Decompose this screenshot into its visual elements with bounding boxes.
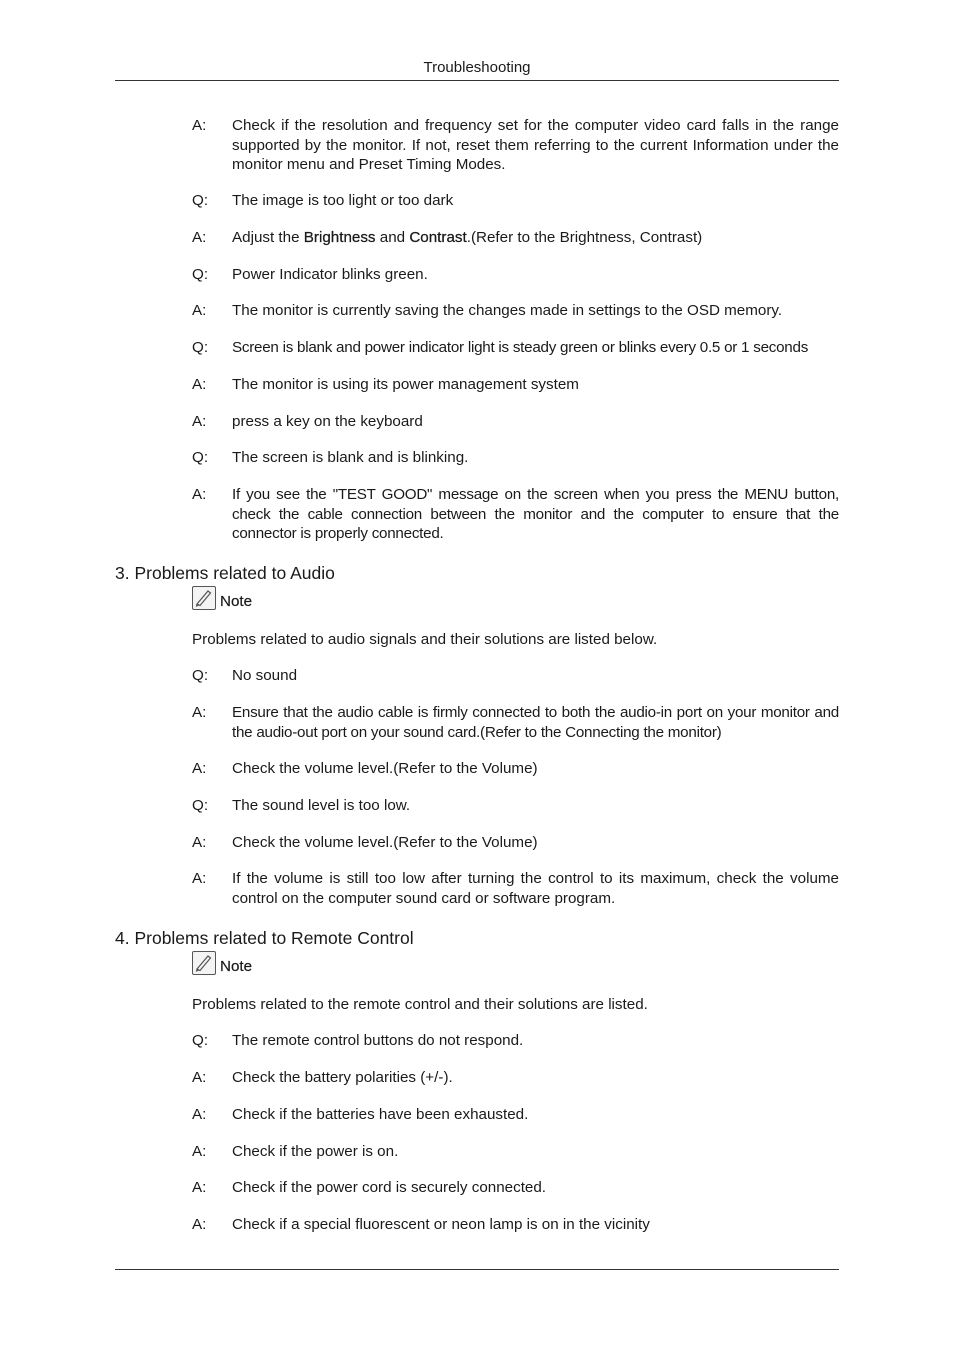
qa-text: The sound level is too low. — [232, 797, 411, 814]
qa-label: Q: — [192, 449, 209, 466]
qa-text: Check the volume level.(Refer to the Volume) — [232, 760, 538, 777]
qa-item — [192, 375, 839, 395]
qa-item — [192, 703, 839, 742]
qa-text: Check the volume level.(Refer to the Volume) — [232, 834, 538, 851]
qa-item — [192, 869, 839, 908]
qa-text: No sound — [232, 667, 298, 684]
qa-label: A: — [192, 229, 207, 246]
qa-item — [192, 796, 839, 816]
qa-item — [192, 833, 839, 853]
contrast-term: Contrast — [409, 229, 467, 246]
qa-label: Q: — [192, 339, 209, 356]
qa-text-prefix: Adjust the — [232, 229, 304, 246]
qa-text: Ensure that the audio cable is firmly connected to both the audio-in port on your monitor and the audio-out port on your sound card.(Refer to the Connecting the monitor) — [232, 704, 839, 741]
qa-text: The screen is blank and is blinking. — [232, 449, 469, 466]
note-pencil-icon — [192, 586, 216, 610]
qa-label: A: — [192, 1106, 207, 1123]
qa-text: Check the battery polarities (+/-). — [232, 1069, 453, 1086]
qa-text: Check if the batteries have been exhausted. — [232, 1106, 529, 1123]
qa-item — [192, 228, 839, 248]
qa-text-mid: and — [375, 229, 410, 246]
qa-item — [192, 191, 839, 211]
qa-label: A: — [192, 1179, 207, 1196]
section-title-remote: 4. Problems related to Remote Control — [115, 928, 414, 948]
qa-label: A: — [192, 704, 207, 721]
qa-item — [192, 1178, 839, 1198]
note-pencil-icon — [192, 951, 216, 975]
qa-text: If the volume is still too low after turning the control to its maximum, check the volume control on the computer sound card or software program. — [232, 870, 839, 907]
qa-item — [192, 301, 839, 321]
page-header-title: Troubleshooting — [423, 59, 531, 76]
qa-text: The image is too light or too dark — [232, 192, 454, 209]
qa-text: Check if the power cord is securely connected. — [232, 1179, 547, 1196]
qa-item — [192, 1105, 839, 1125]
qa-text: Power Indicator blinks green. — [232, 266, 428, 283]
qa-label: A: — [192, 1216, 207, 1233]
qa-item — [192, 338, 839, 358]
qa-label: A: — [192, 302, 207, 319]
qa-label: A: — [192, 870, 207, 887]
qa-label: A: — [192, 834, 207, 851]
note-label: Note — [220, 958, 253, 975]
qa-label: A: — [192, 1143, 207, 1160]
note-label: Note — [220, 593, 253, 610]
qa-label: A: — [192, 486, 207, 503]
qa-label: Q: — [192, 266, 209, 283]
qa-label: Q: — [192, 667, 209, 684]
qa-item — [192, 759, 839, 779]
qa-item — [192, 666, 839, 686]
qa-text: press a key on the keyboard — [232, 413, 423, 430]
qa-item — [192, 1031, 839, 1051]
qa-item — [192, 1142, 839, 1162]
brightness-term: Brightness — [303, 229, 376, 246]
qa-item — [192, 485, 839, 544]
qa-label: A: — [192, 376, 207, 393]
qa-text: Check if a special fluorescent or neon lamp is on in the vicinity — [232, 1216, 650, 1233]
qa-item — [192, 116, 839, 175]
qa-label: A: — [192, 117, 207, 134]
qa-text: If you see the "TEST GOOD" message on the screen when you press the MENU button, check the cable connection between the monitor and the computer to ensure that the connector is properly connected. — [232, 486, 839, 542]
qa-text: The monitor is currently saving the changes made in settings to the OSD memory. — [232, 302, 783, 319]
qa-item — [192, 1068, 839, 1088]
qa-label: Q: — [192, 1032, 209, 1049]
qa-label: A: — [192, 1069, 207, 1086]
qa-label: Q: — [192, 192, 209, 209]
qa-item — [192, 448, 839, 468]
footer-divider — [115, 1269, 839, 1270]
section-intro: Problems related to audio signals and their solutions are listed below. — [192, 631, 658, 648]
qa-text: Check if the power is on. — [232, 1143, 399, 1160]
qa-text: The monitor is using its power management system — [232, 376, 579, 393]
qa-text — [232, 228, 839, 248]
section-intro: Problems related to the remote control and their solutions are listed. — [192, 996, 648, 1013]
qa-text: The remote control buttons do not respond. — [232, 1032, 524, 1049]
qa-item — [192, 265, 839, 285]
qa-label: Q: — [192, 797, 209, 814]
qa-text-suffix: .(Refer to the Brightness, Contrast) — [466, 229, 703, 246]
qa-item — [192, 412, 839, 432]
qa-text: Screen is blank and power indicator light is steady green or blinks every 0.5 or 1 seconds — [232, 339, 809, 356]
header-divider — [115, 80, 839, 81]
qa-label: A: — [192, 413, 207, 430]
qa-item — [192, 1215, 839, 1235]
section-title-audio: 3. Problems related to Audio — [115, 563, 335, 583]
note-block — [192, 949, 252, 975]
qa-label: A: — [192, 760, 207, 777]
qa-text: Check if the resolution and frequency set for the computer video card falls in the range supported by the monitor. If not, reset them referring to the current Information under the monitor menu and Preset Timing Modes. — [232, 117, 839, 173]
note-block — [192, 584, 252, 610]
